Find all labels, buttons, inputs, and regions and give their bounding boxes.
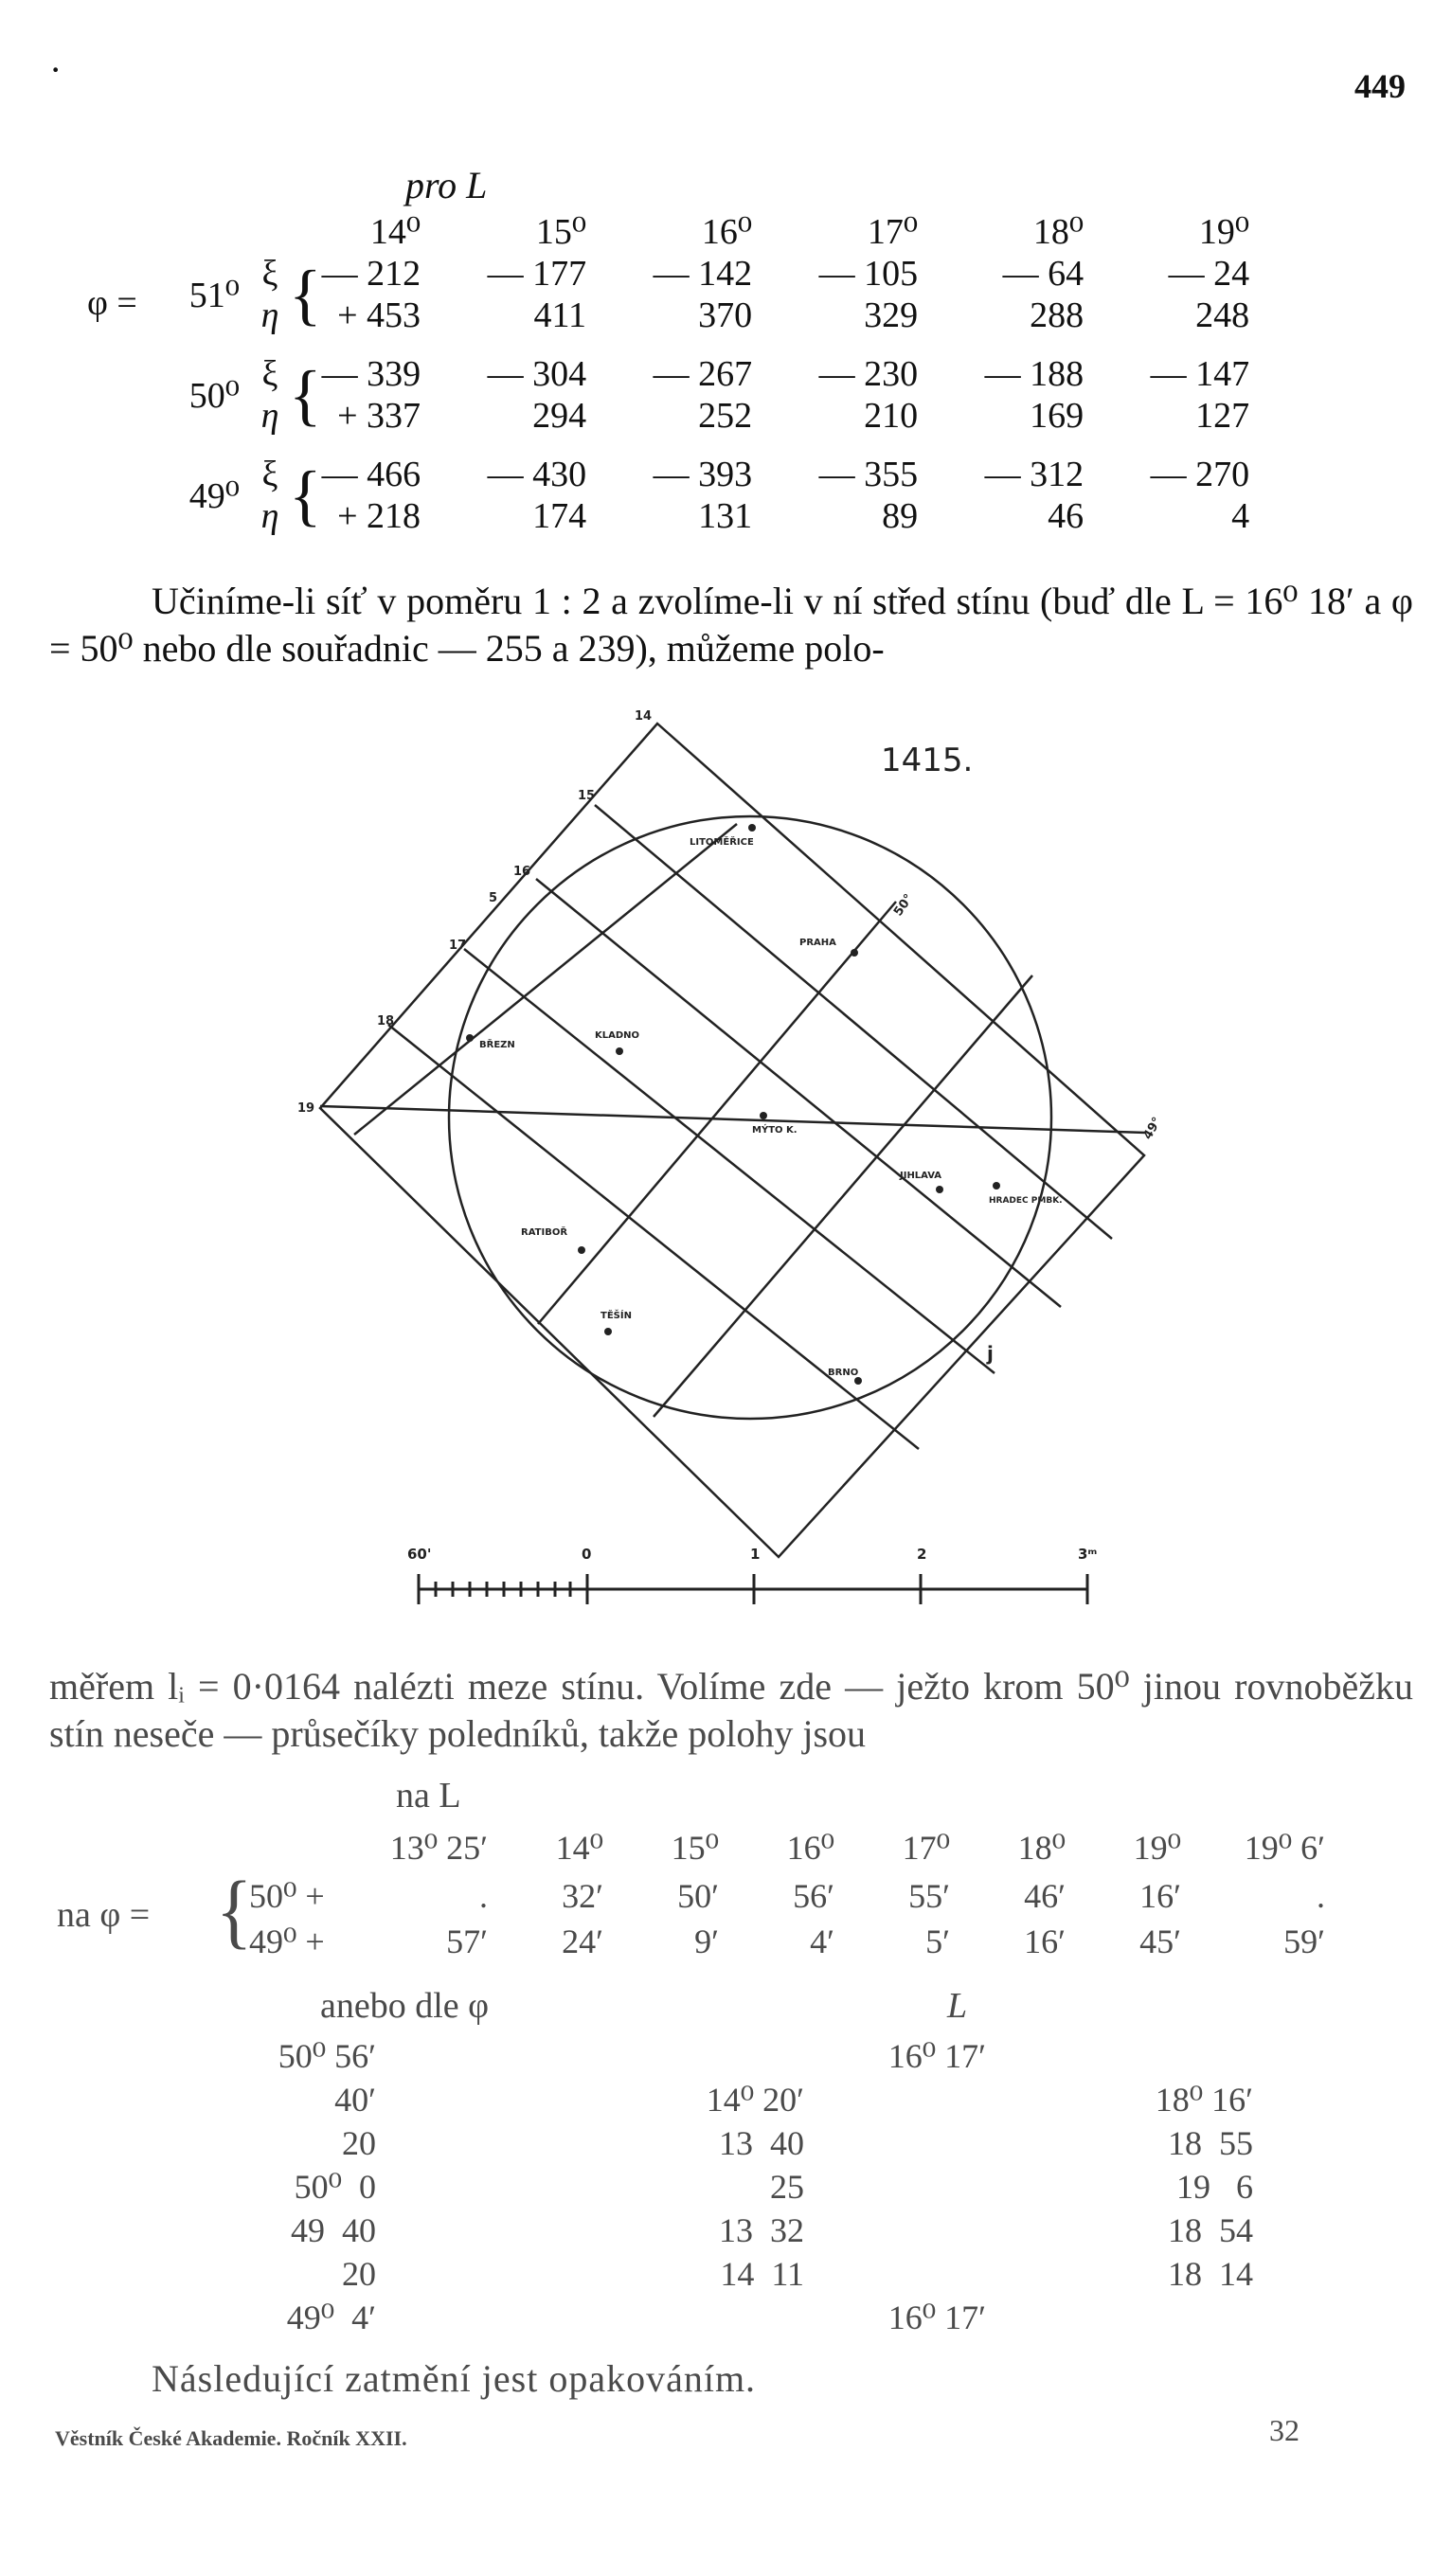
l-cell xyxy=(805,2209,987,2252)
table-cell: . xyxy=(1317,1877,1325,1915)
table1-row xyxy=(166,454,1249,495)
brace-icon: { xyxy=(289,257,322,332)
place-label: RATIBOŘ xyxy=(521,1227,568,1238)
column-header: 16⁰ xyxy=(786,1829,834,1867)
table3-row xyxy=(242,2034,1254,2078)
table2-prefix: na φ = xyxy=(57,1895,151,1935)
grid-line xyxy=(538,902,896,1324)
grid-line xyxy=(595,805,1112,1239)
table3-row xyxy=(242,2121,1254,2165)
table2-header-row xyxy=(248,1822,1326,1873)
scale-label: 0 xyxy=(582,1546,592,1563)
l-cell: 14 11 xyxy=(720,2255,804,2293)
paragraph-1: Učiníme-li síť v poměru 1 : 2 a zvolíme-li v ní střed stínu (buď dle L = 16⁰ 18′ a φ = 50⁰ nebo dle souřadnic — 255 a 239), můžeme polo- xyxy=(49,580,1413,670)
l-cell: 19 6 xyxy=(1176,2168,1253,2206)
place-label: HRADEC PMBK. xyxy=(989,1196,1063,1206)
table2-header: na L xyxy=(396,1776,461,1816)
scale-label: 3ᵐ xyxy=(1078,1546,1098,1563)
row-label: 50⁰ + xyxy=(249,1877,325,1915)
l-cell xyxy=(805,2252,987,2296)
phi-cell: 49⁰ 4′ xyxy=(286,2299,376,2336)
row-label: 49⁰ + xyxy=(249,1923,325,1960)
table-cell: + 337 xyxy=(337,396,421,436)
column-header: 14⁰ xyxy=(555,1829,603,1867)
table-cell: — 105 xyxy=(818,254,919,294)
table-cell: 174 xyxy=(532,496,587,536)
place-dot xyxy=(851,949,858,957)
eta-symbol: η xyxy=(260,295,279,335)
table-cell: + 218 xyxy=(337,496,421,536)
table-cell: 16′ xyxy=(1024,1923,1066,1960)
brace-icon: { xyxy=(289,357,322,433)
table2 xyxy=(248,1822,1326,1964)
table-cell: 57′ xyxy=(446,1923,488,1960)
lat-cell xyxy=(166,210,251,253)
l-cell xyxy=(805,2078,987,2121)
table-cell: 210 xyxy=(864,396,919,436)
column-header: 19⁰ xyxy=(1198,212,1250,252)
table-cell: 288 xyxy=(1030,295,1085,335)
table-cell: — 466 xyxy=(321,455,421,494)
table-cell: 55′ xyxy=(908,1877,950,1915)
table-cell: — 147 xyxy=(1150,354,1250,394)
latitude-label: 51⁰ xyxy=(188,275,240,315)
table-cell: — 188 xyxy=(984,354,1085,394)
l-cell: 25 xyxy=(770,2168,804,2206)
l-cell: 16⁰ 17′ xyxy=(887,2037,986,2075)
place-label: PRAHA xyxy=(799,938,836,948)
place-label: TĚŠÍN xyxy=(601,1311,632,1321)
latitude-label: 49⁰ xyxy=(188,475,240,516)
grid-line xyxy=(536,879,1061,1307)
scale-label: 2 xyxy=(917,1546,927,1563)
spacer-cell xyxy=(166,437,1249,454)
grid-line xyxy=(354,824,737,1135)
grid-label: 49° xyxy=(1140,1115,1165,1142)
l-cell: 16⁰ 17′ xyxy=(887,2299,986,2336)
column-header: 18⁰ xyxy=(1017,1829,1066,1867)
paragraph-2: měřem lᵢ = 0·0164 nalézti meze stínu. Volíme zde — ježto krom 50⁰ jinou rovnoběžku stín neseče — průsečíky poledníků, takže polohy jsou xyxy=(49,1665,1413,1755)
l-cell xyxy=(805,2121,987,2165)
table-cell: — 430 xyxy=(487,455,587,494)
column-header: 15⁰ xyxy=(535,212,587,252)
table1-row xyxy=(166,395,1249,437)
table-cell: 16′ xyxy=(1139,1877,1181,1915)
table3-left-header: anebo dle φ xyxy=(320,1986,490,2026)
table-cell: 169 xyxy=(1030,396,1085,436)
l-cell: 14⁰ 20′ xyxy=(706,2081,804,2119)
column-header: 17⁰ xyxy=(867,212,919,252)
table-cell: — 24 xyxy=(1168,254,1250,294)
shadow-map-figure xyxy=(294,701,1184,1629)
table-cell: 45′ xyxy=(1139,1923,1181,1960)
table2-row xyxy=(248,1919,1326,1964)
column-header: 13⁰ 25′ xyxy=(389,1829,488,1867)
table-cell: — 393 xyxy=(653,455,753,494)
table-cell: 32′ xyxy=(562,1877,603,1915)
table3-row xyxy=(242,2252,1254,2296)
l-cell: 13 40 xyxy=(719,2124,804,2162)
table3-row xyxy=(242,2078,1254,2121)
spacer-cell xyxy=(166,336,1249,353)
l-cell: 18 14 xyxy=(1168,2255,1253,2293)
table1-header-row xyxy=(166,210,1249,253)
table-cell: — 177 xyxy=(487,254,587,294)
l-cell: 18 54 xyxy=(1168,2211,1253,2249)
scale-label: 1 xyxy=(750,1546,761,1563)
table-cell: — 267 xyxy=(653,354,753,394)
table-cell: — 270 xyxy=(1150,455,1250,494)
place-label: BŘEZN xyxy=(479,1040,515,1050)
corner-mark: · xyxy=(49,48,63,91)
grid-line xyxy=(388,1025,919,1449)
table-cell: 9′ xyxy=(694,1923,719,1960)
table-cell: — 212 xyxy=(321,254,421,294)
l-cell xyxy=(377,2296,805,2339)
table-cell: 131 xyxy=(698,496,753,536)
table1-row xyxy=(166,495,1249,537)
table1-row xyxy=(166,253,1249,295)
column-header: 15⁰ xyxy=(671,1829,719,1867)
table1-row xyxy=(166,295,1249,336)
table-cell: — 312 xyxy=(984,455,1085,494)
l-cell: 18⁰ 16′ xyxy=(1155,2081,1253,2119)
table3 xyxy=(242,2034,1254,2339)
place-dot xyxy=(604,1328,612,1335)
l-cell: 18 55 xyxy=(1168,2124,1253,2162)
boundary-circle xyxy=(449,816,1051,1419)
place-dot xyxy=(748,824,756,832)
table-cell: — 355 xyxy=(818,455,919,494)
phi-cell: 40′ xyxy=(334,2081,376,2119)
grid-line xyxy=(464,949,995,1373)
table-cell: 411 xyxy=(533,295,587,335)
grid-label: j xyxy=(987,1342,994,1365)
table-cell: — 64 xyxy=(1002,254,1085,294)
latitude-label: 50⁰ xyxy=(188,375,240,416)
table1-row xyxy=(166,353,1249,395)
table-cell: 59′ xyxy=(1283,1923,1325,1960)
brace-icon: { xyxy=(289,457,322,533)
phi-cell: 20 xyxy=(342,2255,376,2293)
grid-label: 50° xyxy=(890,891,917,920)
phi-cell: 50⁰ 0 xyxy=(294,2168,376,2206)
grid-label: 19 xyxy=(297,1101,315,1116)
table-cell: 56′ xyxy=(793,1877,834,1915)
table3-row xyxy=(242,2209,1254,2252)
table-cell: 5′ xyxy=(925,1923,950,1960)
grid-line xyxy=(654,975,1032,1417)
footer-signature: 32 xyxy=(1269,2413,1300,2447)
column-header: 19⁰ xyxy=(1133,1829,1181,1867)
l-cell: 13 32 xyxy=(719,2211,804,2249)
symbol-cell xyxy=(251,210,289,253)
place-dot xyxy=(854,1377,862,1385)
phi-cell: 20 xyxy=(342,2124,376,2162)
place-label: JIHLAVA xyxy=(900,1171,942,1181)
place-dot xyxy=(578,1246,585,1254)
l-cell xyxy=(805,2165,987,2209)
column-header: 18⁰ xyxy=(1032,212,1085,252)
grid-label: 17 xyxy=(449,939,467,953)
xi-symbol: ξ xyxy=(261,254,278,294)
table-cell: 46′ xyxy=(1024,1877,1066,1915)
place-dot xyxy=(993,1182,1000,1190)
table-cell: — 230 xyxy=(818,354,919,394)
table-cell: 89 xyxy=(882,496,919,536)
place-dot xyxy=(760,1112,767,1119)
phi-cell: 50⁰ 56′ xyxy=(278,2037,376,2075)
table3-row xyxy=(242,2296,1254,2339)
table-cell: 46 xyxy=(1048,496,1085,536)
eta-symbol: η xyxy=(260,396,279,436)
table-cell: 252 xyxy=(698,396,753,436)
grid-outline xyxy=(320,724,1144,1557)
table-cell: 50′ xyxy=(677,1877,719,1915)
column-header: 17⁰ xyxy=(902,1829,950,1867)
place-dot xyxy=(936,1186,943,1193)
page-number: 449 xyxy=(1354,67,1406,105)
phi-cell: 49 40 xyxy=(291,2211,376,2249)
table1-header: pro L xyxy=(405,164,488,206)
eta-symbol: η xyxy=(260,496,279,536)
place-dot xyxy=(616,1047,623,1055)
closing-line: Následující zatmění jest opakováním. xyxy=(152,2357,757,2400)
xi-symbol: ξ xyxy=(261,354,278,394)
column-header: 16⁰ xyxy=(701,212,753,252)
l-cell xyxy=(377,2034,805,2078)
grid-label: 15 xyxy=(578,789,596,803)
l-cell xyxy=(987,2296,1254,2339)
grid-label: 5 xyxy=(489,891,498,905)
row-spacer xyxy=(166,336,1249,353)
phi-equals: φ = xyxy=(87,283,137,323)
scale-label: 60' xyxy=(407,1546,432,1563)
row-label-cell xyxy=(248,1822,354,1873)
table3-right-header: L xyxy=(947,1986,968,2026)
table-cell: — 142 xyxy=(653,254,753,294)
grid-label: 14 xyxy=(635,709,653,724)
place-label: LITOMĚŘICE xyxy=(690,837,754,848)
footer-journal: Věstník České Akademie. Ročník XXII. xyxy=(55,2426,407,2450)
table-cell: . xyxy=(479,1877,488,1915)
table1 xyxy=(166,210,1249,537)
place-label: MÝTO K. xyxy=(752,1125,798,1136)
place-dot xyxy=(466,1034,474,1042)
grid-label: 18 xyxy=(377,1014,395,1029)
grid-label: 16 xyxy=(513,865,531,879)
table-cell: — 339 xyxy=(321,354,421,394)
row-spacer xyxy=(166,437,1249,454)
table2-brace: { xyxy=(216,1865,253,1958)
table-cell: + 453 xyxy=(337,295,421,335)
table-cell: 294 xyxy=(532,396,587,436)
table-cell: 329 xyxy=(864,295,919,335)
central-line xyxy=(320,1106,1146,1133)
table-cell: 4 xyxy=(1231,496,1250,536)
table3-row xyxy=(242,2165,1254,2209)
table-cell: 127 xyxy=(1195,396,1250,436)
figure-title: 1415. xyxy=(881,742,974,779)
place-label: BRNO xyxy=(828,1368,859,1378)
table-cell: 4′ xyxy=(810,1923,834,1960)
table-cell: 370 xyxy=(698,295,753,335)
brace-cell xyxy=(289,210,322,253)
table2-row xyxy=(248,1873,1326,1919)
table-cell: 24′ xyxy=(562,1923,603,1960)
column-header: 19⁰ 6′ xyxy=(1244,1829,1325,1867)
xi-symbol: ξ xyxy=(261,455,278,494)
column-header: 14⁰ xyxy=(369,212,421,252)
l-cell xyxy=(987,2034,1254,2078)
table-cell: 248 xyxy=(1195,295,1250,335)
table-cell: — 304 xyxy=(487,354,587,394)
place-label: KLADNO xyxy=(595,1030,640,1041)
